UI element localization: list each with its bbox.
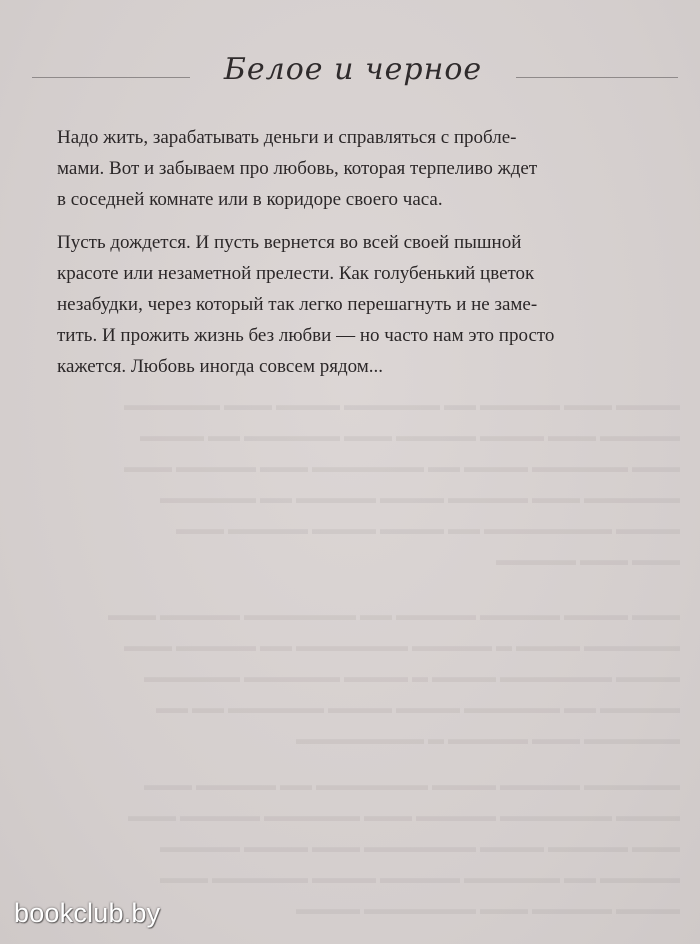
- bleed-through-texture: ▬▬▬▬▬ ▬▬▬ ▬▬▬▬ ▬▬▬▬▬ ▬▬▬ ▬▬▬▬▬▬ ▬▬ ▬▬▬▬: [140, 428, 680, 445]
- text-line: незабудки, через который так легко перешагнуть и не заме-: [57, 294, 538, 315]
- bleed-through-texture: ▬▬▬▬ ▬▬▬▬▬▬▬ ▬▬▬▬▬ ▬▬▬ ▬▬▬▬▬▬ ▬▬▬▬▬ ▬▬▬: [128, 808, 680, 825]
- bleed-through-texture: ▬▬▬▬ ▬▬▬▬▬ ▬▬▬ ▬▬▬▬▬▬▬ ▬▬▬▬: [296, 901, 680, 918]
- text-line: красоте или незаметной прелести. Как голубенький цветок: [57, 263, 535, 284]
- bleed-through-texture: ▬▬▬▬ ▬▬▬▬▬▬▬▬ ▬▬ ▬▬▬▬ ▬▬▬▬ ▬▬▬▬▬ ▬▬▬: [176, 521, 680, 538]
- paragraph: [57, 227, 687, 382]
- bleed-through-texture: ▬▬▬▬ ▬▬▬▬▬▬▬ ▬▬▬▬ ▬ ▬▬▬▬ ▬▬▬▬▬▬ ▬▬▬▬▬▬: [144, 669, 680, 686]
- bleed-through-texture: ▬▬▬▬▬▬ ▬▬▬▬ ▬ ▬▬▬▬▬ ▬▬▬▬▬▬▬ ▬▬ ▬▬▬▬▬ ▬▬▬: [124, 638, 680, 655]
- bleed-through-texture: ▬▬▬▬▬▬ ▬▬▬▬▬ ▬▬▬▬ ▬▬▬▬▬▬▬ ▬▬ ▬▬▬▬▬ ▬▬▬: [144, 777, 680, 794]
- text-line: тить. И прожить жизнь без любви — но часто нам это просто: [57, 325, 555, 346]
- bleed-through-texture: ▬▬▬▬▬ ▬▬ ▬▬▬▬▬▬ ▬▬▬▬▬ ▬▬▬▬ ▬▬▬▬▬▬ ▬▬▬: [160, 870, 680, 887]
- header-rule-left: [32, 77, 190, 78]
- bleed-through-texture: ▬▬▬▬▬ ▬▬ ▬▬▬▬▬▬ ▬▬▬▬ ▬▬▬▬ ▬▬▬▬▬▬ ▬▬ ▬▬: [156, 700, 680, 717]
- chapter-title: Белое и черное: [223, 52, 483, 87]
- text-line: Пусть дождется. И пусть вернется во всей своей пышной: [57, 232, 522, 253]
- text-line: в соседней комнате или в коридоре своего часа.: [57, 189, 443, 210]
- bleed-through-texture: ▬▬▬ ▬▬▬▬ ▬▬▬▬▬ ▬▬▬▬▬ ▬▬ ▬▬▬▬▬▬▬ ▬▬▬▬▬ ▬▬▬: [108, 607, 680, 624]
- bleed-through-texture: ▬▬▬▬ ▬▬▬ ▬▬▬▬▬ ▬▬ ▬▬▬▬▬▬ ▬▬▬▬ ▬▬▬ ▬▬▬▬▬▬: [124, 397, 680, 414]
- bleed-through-texture: ▬▬▬▬▬▬ ▬▬▬ ▬▬▬▬▬ ▬▬▬▬ ▬▬▬▬▬ ▬▬ ▬▬▬▬▬▬: [160, 490, 680, 507]
- text-line: кажется. Любовь иногда совсем рядом...: [57, 356, 384, 377]
- bleed-through-texture: ▬▬▬ ▬▬▬ ▬▬▬▬▬: [496, 552, 680, 569]
- body-text: [57, 122, 687, 394]
- text-line: Надо жить, зарабатывать деньги и справляться с пробле-: [57, 127, 517, 148]
- bleed-through-texture: ▬▬▬▬▬▬ ▬▬▬ ▬▬▬▬▬ ▬ ▬▬▬▬▬▬▬▬: [296, 731, 680, 748]
- bleed-through-texture: ▬▬▬ ▬▬▬▬▬ ▬▬▬▬ ▬▬▬▬▬▬▬ ▬▬▬ ▬▬▬▬ ▬▬▬▬▬: [160, 839, 680, 856]
- header-rule-right: [516, 77, 678, 78]
- paragraph: [57, 122, 687, 215]
- chapter-header: [32, 52, 678, 100]
- text-line: мами. Вот и забываем про любовь, которая терпеливо ждет: [57, 158, 538, 179]
- watermark: bookclub.by: [14, 898, 161, 928]
- bleed-through-texture: ▬▬▬ ▬▬▬▬▬▬ ▬▬▬▬ ▬▬ ▬▬▬▬▬▬▬ ▬▬▬ ▬▬▬▬▬ ▬▬▬: [124, 459, 680, 476]
